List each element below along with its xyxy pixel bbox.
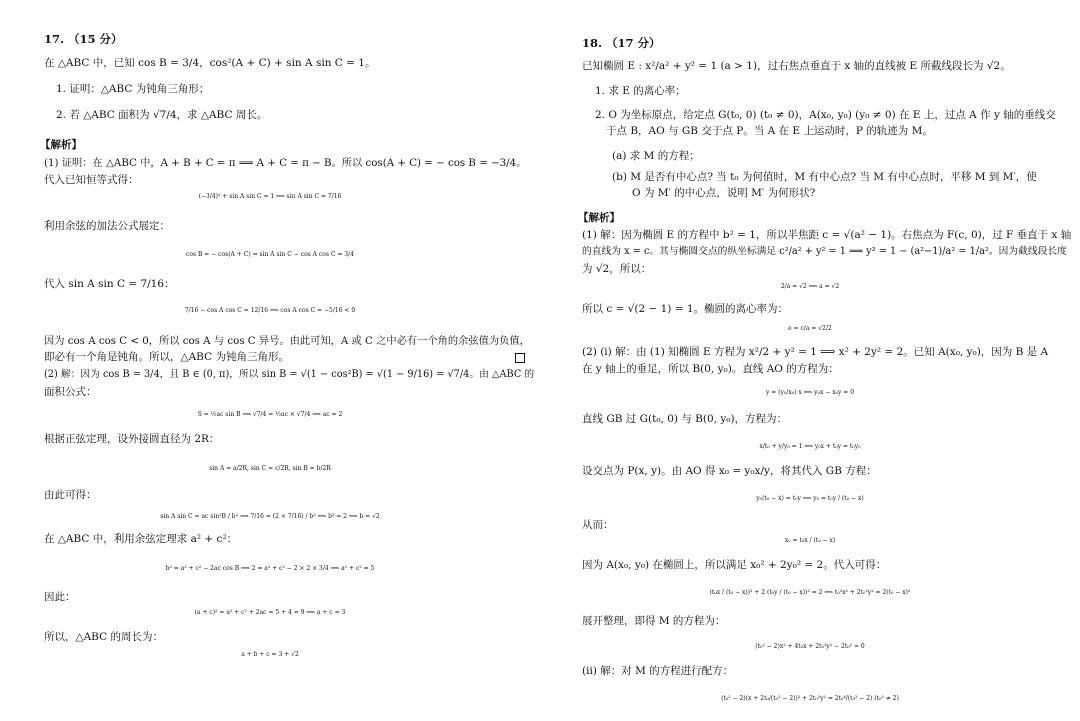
solution-part-1-line: 为 √2，所以： [582,263,652,275]
analysis-heading: 【解析】 [578,212,620,224]
solution-part-1-line: (1) 证明：在 △ABC 中，A + B + C = π ⟹ A + C = π − B。所以 cos(A + C) = − cos B = −3/4。 [44,157,527,169]
problem-18-subquestion-b: O 为 M′ 的中心点，说明 M′ 为何形状? [632,187,816,199]
solution-part-2-line: 由此可得： [44,489,97,501]
problem-17-statement: 在 △ABC 中，已知 cos B = 3/4，cos²(A + C) + sin A sin C = 1。 [44,57,376,69]
solution-part-2-line: (ii) 解：对 M 的方程进行配方： [582,665,734,677]
equation: (a + c)² = a² + c² + 2ac = 5 + 4 = 9 ⟹ a + c = 3 [194,609,346,616]
solution-part-2-line: 在 △ABC 中，利用余弦定理求 a² + c²： [44,533,238,545]
qed-square-icon [515,353,525,363]
solution-part-1-line: 的直线为 x = c。其与椭圆交点的纵坐标满足 c²/a² + y² = 1 ⟹ y² = 1 − (a²−1)/a² = 1/a²。因为截线段长度 [582,246,1067,257]
problem-17-title: 17. （15 分） [44,32,123,46]
analysis-heading: 【解析】 [40,139,82,151]
equation: e = c/a = √2/2 [788,325,832,332]
solution-part-2-line: 展开整理，即得 M 的方程为： [582,615,726,627]
problem-18-subquestion-b: (b) M 是否有中心点? 当 t₀ 为何值时，M 有中心点? 当 M 有中心点时，平移 M 到 M′，使 [612,171,1037,183]
equation: (−3/4)² + sin A sin C = 1 ⟹ sin A sin C = 7/16 [198,193,342,200]
equation: cos B = − cos(A + C) = sin A sin C − cos A cos C = 3/4 [186,251,354,258]
solution-part-1-line: 即必有一个角是钝角。所以，△ABC 为钝角三角形。 [44,351,289,363]
solution-part-1-line: (1) 解：因为椭圆 E 的方程中 b² = 1，所以半焦距 c = √(a² − 1)。右焦点为 F(c, 0)，过 F 垂直于 x 轴 [582,229,1072,241]
solution-part-2-line: 从而： [582,519,614,531]
equation: (t₀x / (t₀ − x))² + 2 (t₀y / (t₀ − x))² = 2 ⟹ t₀²x² + 2t₀²y² = 2(t₀ − x)² [709,589,911,596]
solution-part-2-line: 根据正弦定理，设外接圆直径为 2R： [44,433,220,445]
problem-18-question-2: 于点 B，AO 与 GB 交于点 P。当 A 在 E 上运动时，P 的轨迹为 M。 [606,125,933,137]
solution-part-2-line: 设交点为 P(x, y)。由 AO 得 x₀ = y₀x/y，将其代入 GB 方程： [582,465,877,477]
equation: (t₀² − 2)x² + 4t₀x + 2t₀²y² − 2t₀² = 0 [755,643,865,650]
equation: x₀ = t₀x / (t₀ − x) [784,537,836,544]
equation: y₀(t₀ − x) = t₀y ⟹ y₀ = t₀y / (t₀ − x) [756,495,864,502]
equation: y = (y₀/x₀) x ⟹ y₀x − x₀y = 0 [765,389,855,396]
equation: b² = a² + c² − 2ac cos B ⟹ 2 = a² + c² − 2 × 2 × 3/4 ⟹ a² + c² = 5 [165,565,375,572]
equation: (t₀² − 2)(x + 2t₀/(t₀² − 2))² + 2t₀²y² = 2t₀⁴/(t₀² − 2) (t₀² ≠ 2) [721,695,899,702]
solution-part-1-line: 利用余弦的加法公式展定： [44,220,170,232]
problem-18-question-2: 2. O 为坐标原点，给定点 G(t₀, 0) (t₀ ≠ 0)，A(x₀, y₀) (y₀ ≠ 0) 在 E 上，过点 A 作 y 轴的垂线交 [595,109,1056,121]
equation: x/t₀ + y/y₀ = 1 ⟹ y₀x + t₀y = t₀y₀ [759,443,861,450]
solution-part-1-line: 代入已知恒等式得： [44,174,139,186]
equation: sin A sin C = ac sin²B / b² ⟹ 7/16 = (2 × 7/16) / b² ⟹ b² = 2 ⟹ b = √2 [160,513,380,520]
solution-part-2-line: (2) 解：因为 cos B = 3/4，且 B ∈ (0, π)，所以 sin B = √(1 − cos²B) = √(1 − 9/16) = √7/4。由 △ABC 的 [44,369,535,380]
solution-part-2-line: 在 y 轴上的垂足，所以 B(0, y₀)。直线 AO 的方程为： [582,363,839,375]
problem-18-subquestion-a: (a) 求 M 的方程； [612,150,700,162]
problem-17-question-1: 1. 证明：△ABC 为钝角三角形； [56,83,210,95]
solution-part-1-line: 所以 c = √(2 − 1) = 1。椭圆的离心率为： [582,303,789,315]
problem-18-statement: 已知椭圆 E : x²/a² + y² = 1 (a > 1)，过右焦点垂直于 x 轴的直线被 E 所截线段长为 √2。 [582,60,1011,72]
solution-part-2-line: 因此： [44,591,76,603]
solution-part-2-line: (2) (i) 解：由 (1) 知椭圆 E 方程为 x²/2 + y² = 1 ⟹ x² + 2y² = 2。已知 A(x₀, y₀)，因为 B 是 A [582,346,1049,358]
solution-part-2-line: 直线 GB 过 G(t₀, 0) 与 B(0, y₀)，方程为： [582,413,788,425]
equation: a + b + c = 3 + √2 [241,651,299,658]
problem-17-question-2: 2. 若 △ABC 面积为 √7/4，求 △ABC 周长。 [56,109,268,121]
equation: 7/16 − cos A cos C = 12/16 ⟹ cos A cos C = −5/16 < 0 [184,307,356,314]
equation: sin A = a/2R, sin C = c/2R, sin B = b/2R [209,465,331,472]
solution-part-2-line: 所以，△ABC 的周长为： [44,631,163,643]
solution-part-1-line: 代入 sin A sin C = 7/16： [44,278,175,290]
problem-18-question-1: 1. 求 E 的离心率； [595,85,686,97]
right-page [540,0,1080,721]
equation: S = ½ac sin B ⟹ √7/4 = ½ac × √7/4 ⟹ ac = 2 [197,411,343,418]
solution-part-2-line: 面积公式： [44,386,97,398]
equation: 2/a = √2 ⟹ a = √2 [780,283,840,290]
solution-part-1-line: 因为 cos A cos C < 0，所以 cos A 与 cos C 异号。由此可知，A 或 C 之中必有一个角的余弦值为负值， [44,335,530,347]
solution-part-2-line: 因为 A(x₀, y₀) 在椭圆上，所以满足 x₀² + 2y₀² = 2。代入可得： [582,559,887,571]
problem-18-title: 18. （17 分） [582,36,661,50]
